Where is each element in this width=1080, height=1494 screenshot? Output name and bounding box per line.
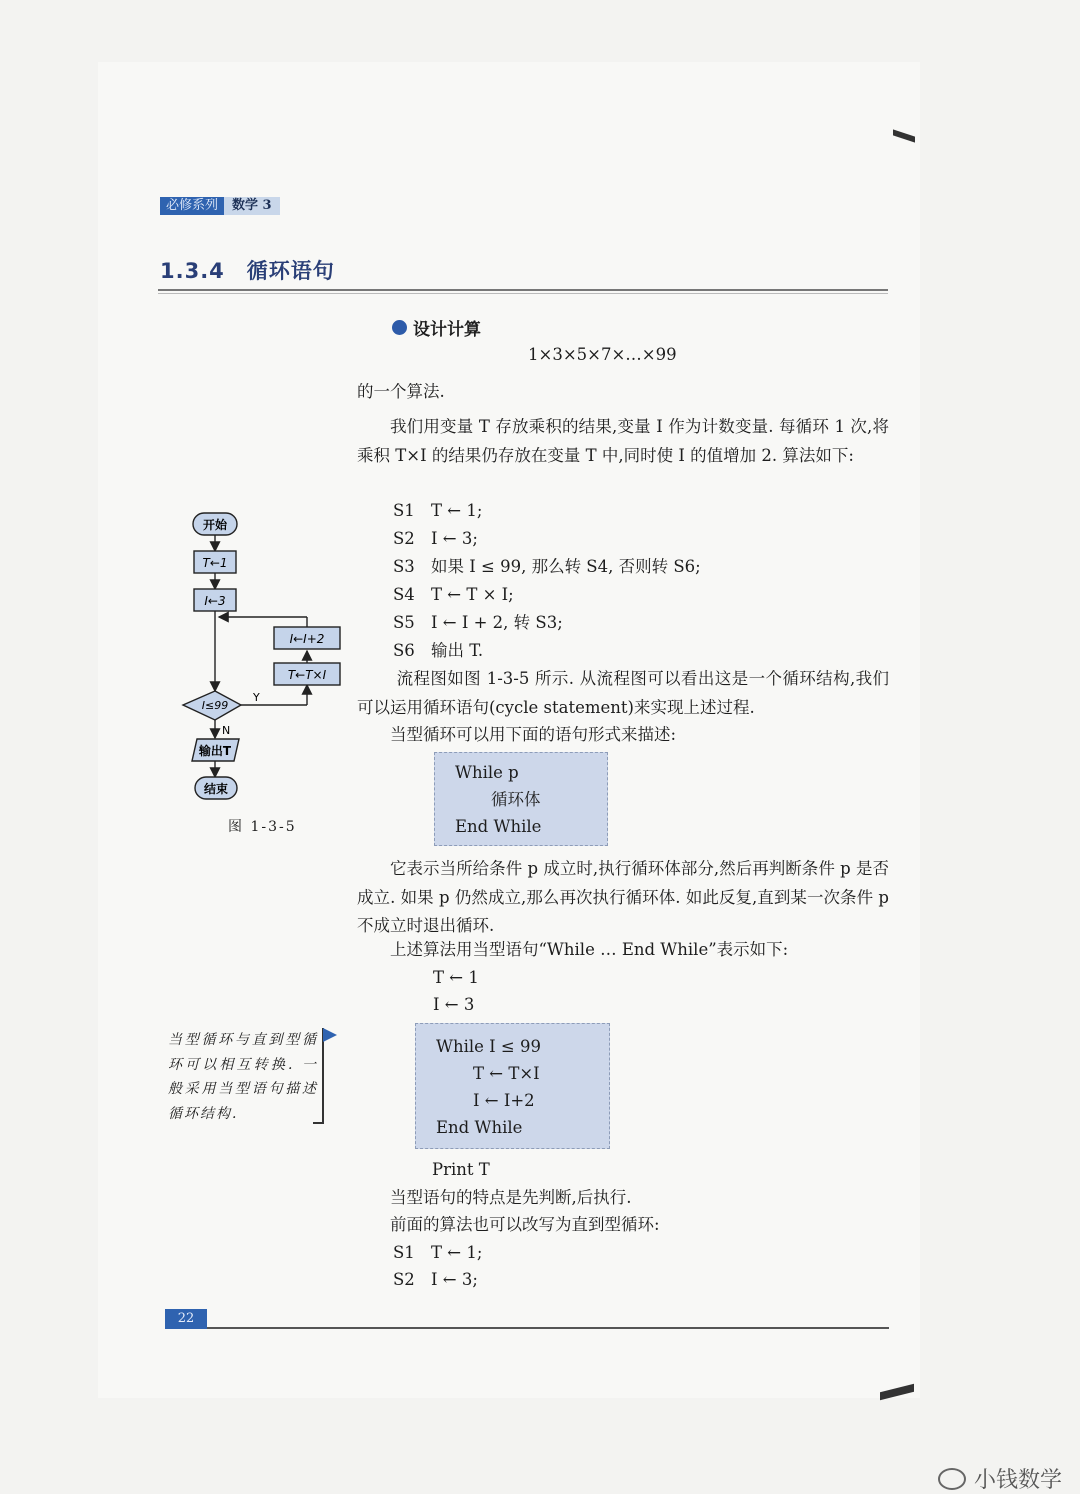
section-rule-thin	[158, 293, 888, 294]
while-form-box	[434, 752, 608, 846]
code-line: 循环体	[491, 790, 541, 809]
flowchart	[175, 505, 355, 805]
step-text: 如果 I ≤ 99, 那么转 S4, 否则转 S6;	[431, 557, 701, 576]
paragraph-5: 它表示当所给条件 p 成立时,执行循环体部分,然后再判断条件 p 是否成立. 如果 p 仍然成立,那么再次执行循环体. 如此反复,直到某一次条件 p 不成立时退出循环.	[357, 859, 889, 935]
code-line: While p	[455, 763, 519, 782]
step-text: I ← I + 2, 转 S3;	[431, 613, 563, 632]
section-rule	[158, 289, 888, 291]
step-row	[393, 637, 483, 666]
flow-box-2	[194, 589, 236, 611]
step-row	[393, 1239, 482, 1268]
code-line: T ← T×I	[473, 1064, 540, 1083]
flow-end	[195, 777, 237, 799]
flow-condition	[183, 691, 241, 720]
series-label: 必修系列	[160, 197, 224, 215]
flow-start-text: 开始	[202, 518, 228, 532]
while-code-box	[415, 1023, 610, 1149]
step-row	[393, 581, 514, 610]
paragraph-8: 前面的算法也可以改写为直到型循环:	[390, 1215, 660, 1234]
step-label: S4	[393, 585, 415, 604]
formula: 1×3×5×7×…×99	[528, 345, 677, 364]
step-text: 输出 T.	[431, 641, 484, 660]
code-line: Print T	[432, 1160, 490, 1179]
page-number: 22	[165, 1309, 207, 1329]
section-title	[160, 255, 335, 285]
bullet-heading	[392, 315, 481, 340]
step-row	[393, 553, 701, 582]
section-number: 1.3.4	[160, 259, 225, 283]
side-note: 当型循环与直到型循环可以相互转换. 一般采用当型语句描述循环结构.	[168, 1032, 318, 1122]
side-note-bar	[322, 1028, 324, 1124]
figure-caption: 图 1-3-5	[228, 819, 297, 835]
flow-loop-box-1-text: I←I+2	[289, 632, 325, 646]
flow-condition-text: I≤99	[201, 699, 229, 712]
paragraph-7: 当型语句的特点是先判断,后执行.	[390, 1188, 632, 1207]
code-line: While I ≤ 99	[436, 1037, 541, 1056]
section-name: 循环语句	[246, 259, 335, 283]
step-label: S5	[393, 613, 415, 632]
series-tag	[160, 197, 280, 215]
step-text: I ← 3;	[431, 1270, 478, 1289]
step-text: I ← 3;	[431, 529, 478, 548]
step-label: S6	[393, 641, 415, 660]
flow-yes-label: Y	[253, 691, 260, 704]
flow-box-1	[194, 551, 236, 573]
flow-start	[193, 513, 237, 535]
step-text: T ← T × I;	[431, 585, 514, 604]
paragraph-2: 我们用变量 T 存放乘积的结果,变量 I 作为计数变量. 每循环 1 次,将乘积 T×I 的结果仍存放在变量 T 中,同时使 I 的值增加 2. 算法如下:	[357, 417, 889, 465]
paragraph-4: 当型循环可以用下面的语句形式来描述:	[390, 725, 677, 744]
watermark-text: 小钱数学	[974, 1468, 1063, 1493]
step-label: S3	[393, 557, 415, 576]
step-text: T ← 1;	[431, 501, 483, 520]
bullet-dot-icon	[392, 320, 407, 335]
flow-box-1-text: T←1	[202, 556, 228, 570]
code-line: End While	[436, 1118, 523, 1137]
bullet-heading-text: 设计计算	[413, 320, 481, 340]
step-row	[393, 609, 563, 638]
step-label: S2	[393, 529, 415, 548]
step-row	[393, 1266, 478, 1295]
watermark	[938, 1463, 1062, 1494]
step-label: S2	[393, 1270, 415, 1289]
step-row	[393, 525, 478, 554]
book-label: 数学 3	[224, 197, 280, 215]
paragraph-1: 的一个算法.	[357, 382, 445, 401]
step-row	[393, 497, 482, 526]
step-label: S1	[393, 501, 415, 520]
flow-no-label: N	[222, 724, 231, 737]
code-line: T ← 1	[433, 968, 479, 987]
code-line: I ← 3	[433, 995, 475, 1014]
flag-icon	[323, 1028, 337, 1042]
flow-loop-box-1	[274, 627, 340, 649]
step-label: S1	[393, 1243, 415, 1262]
flow-box-2-text: I←3	[204, 594, 226, 608]
flow-end-text: 结束	[203, 782, 229, 796]
flow-output-text: 输出T	[198, 744, 232, 758]
code-line: I ← I+2	[473, 1091, 535, 1110]
flow-loop-box-2-text: T←T×I	[287, 668, 327, 682]
flow-loop-box-2	[274, 663, 340, 685]
footer-rule	[207, 1327, 889, 1329]
step-text: T ← 1;	[431, 1243, 483, 1262]
paragraph-3: 流程图如图 1-3-5 所示. 从流程图可以看出这是一个循环结构,我们可以运用循环语句(cycle statement)来实现上述过程.	[357, 669, 889, 717]
paragraph-6: 上述算法用当型语句“While … End While”表示如下:	[390, 940, 789, 959]
flow-output	[192, 739, 239, 761]
wechat-icon	[938, 1468, 966, 1490]
code-line: End While	[455, 817, 542, 836]
side-note-bar-foot	[313, 1122, 324, 1124]
